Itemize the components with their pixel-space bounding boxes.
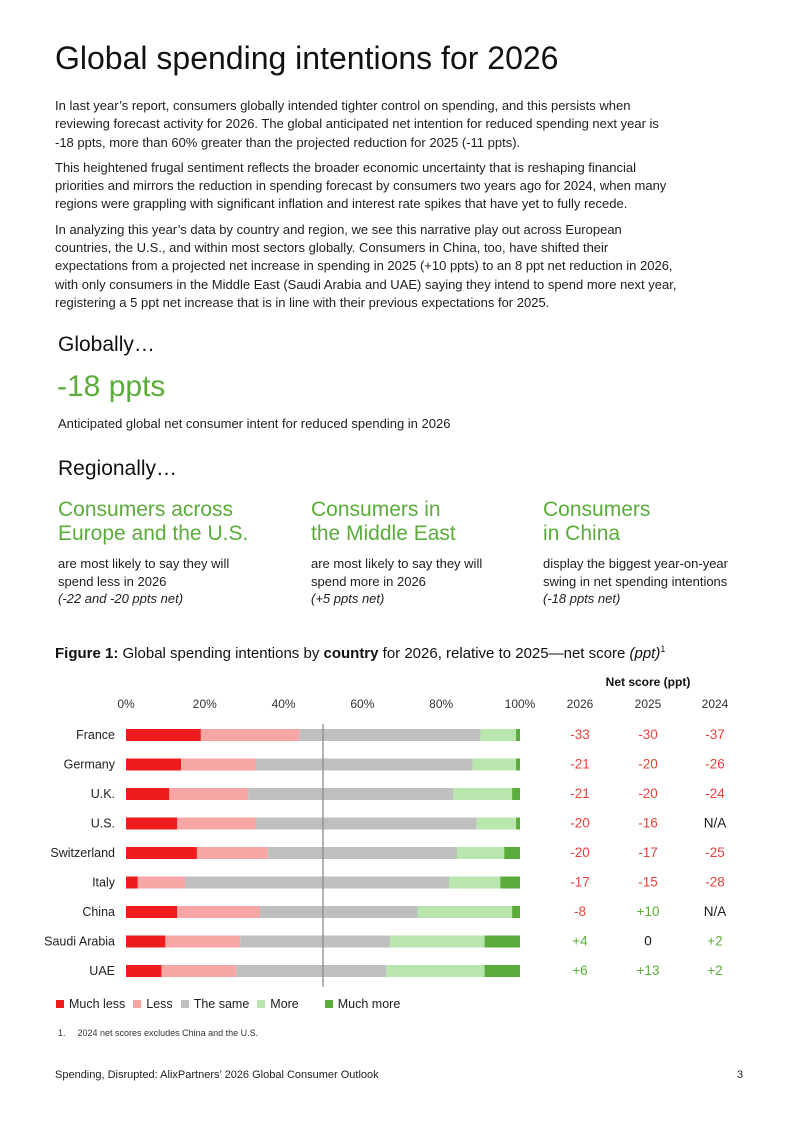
bar-segment [457, 847, 504, 859]
net-score-value: -17 [570, 874, 590, 890]
globally-heading: Globally… [58, 333, 155, 356]
net-score-value: +2 [707, 963, 723, 978]
net-score-value: -24 [705, 786, 725, 801]
page-number: 3 [737, 1069, 744, 1081]
net-score-value: +13 [636, 963, 660, 978]
net-score-column-header: 2025 [634, 697, 662, 711]
global-net-caption: Anticipated global net consumer intent for reduced spending in 2026 [58, 416, 451, 431]
legend-item [325, 997, 401, 1011]
region-heading: Consumers in China [543, 498, 651, 545]
paragraph: This heightened frugal sentiment reflects the broader economic uncertainty that is reshaping financial priorities and mirrors the reduction in spending forecast by consumers two years ago for 2024, when many regions were grappling with significant inflation and interest rate spikes that have yet to fully recede. [55, 159, 667, 212]
net-score-value: -20 [638, 786, 658, 801]
category-label: Switzerland [50, 846, 115, 860]
bar-segment [201, 729, 299, 741]
bar-segment [236, 965, 386, 977]
legend-swatch [56, 1000, 64, 1008]
bar-segment [256, 818, 477, 830]
net-score-value: -26 [705, 756, 725, 772]
legend-label: Much less [69, 997, 126, 1011]
bar-segment [126, 877, 138, 889]
intro-text [55, 97, 680, 319]
bar-segment [500, 877, 520, 889]
bar-segment [516, 759, 520, 771]
bar-segment [126, 906, 177, 918]
legend-item [257, 997, 298, 1011]
x-tick-label: 20% [192, 697, 217, 711]
bar-segment [126, 788, 169, 800]
bar-segment [181, 759, 256, 771]
category-label: UAE [89, 964, 115, 978]
bar-segment [177, 906, 260, 918]
region-heading: Consumers across Europe and the U.S. [58, 498, 249, 545]
net-score-value: -30 [638, 727, 658, 742]
page-footer: Spending, Disrupted: AlixPartners’ 2026 Global Consumer Outlook [55, 1069, 379, 1081]
region-text: are most likely to say they will spend less in 2026 [58, 556, 230, 589]
bar-segment [485, 936, 520, 948]
net-score-column-header: 2026 [566, 697, 594, 711]
bar-segment [386, 965, 485, 977]
net-score-header: Net score (ppt) [605, 675, 691, 689]
legend-item [181, 997, 250, 1011]
net-score-value: -25 [705, 845, 725, 860]
bar-segment [126, 818, 177, 830]
page-title: Global spending intentions for 2026 [55, 40, 559, 76]
category-label: China [82, 905, 115, 919]
bar-segment [516, 818, 520, 830]
legend-label: More [270, 997, 299, 1011]
bar-segment [138, 877, 185, 889]
net-score-column-header: 2024 [701, 697, 729, 711]
legend-swatch [133, 1000, 141, 1008]
bar-segment [512, 788, 520, 800]
net-score-value: +10 [636, 904, 660, 919]
net-score-value: -15 [638, 874, 658, 890]
paragraph: In analyzing this year’s data by country and region, we see this narrative play out across European countries, the U.S., and within most sectors globally. Consumers in China, too, have shifted their expectations from a projected net increase in spending in 2025 (+10 ppts) to an 8 ppt net reduction in 2026, with only consumers in the Middle East (Saudi Arabia and UAE) saying they intend to spend more next year, registering a 5 ppt net increase that is in line with their previous expectations for 2025. [55, 221, 677, 310]
x-tick-label: 0% [117, 697, 135, 711]
bar-segment [126, 759, 181, 771]
x-tick-label: 40% [271, 697, 296, 711]
bar-segment [126, 729, 201, 741]
net-score-value: N/A [703, 815, 727, 831]
bar-segment [449, 877, 500, 889]
bar-segment [299, 729, 480, 741]
bar-segment [126, 965, 161, 977]
bar-segment [260, 906, 418, 918]
bar-segment [165, 936, 240, 948]
net-score-value: +4 [572, 933, 588, 949]
net-score-value: -20 [570, 845, 590, 860]
net-score-value: -21 [570, 756, 590, 772]
region-note: (-18 ppts net) [543, 591, 621, 606]
bar-segment [169, 788, 248, 800]
net-score-value: -28 [705, 874, 725, 890]
category-label: U.K. [90, 787, 115, 801]
paragraph: In last year’s report, consumers globally intended tighter control on spending, and this persists when reviewing forecast activity for 2026. The global anticipated net intention for reduced spending next year is -18 ppts, more than 60% greater than the projected reduction for 2025 (-11 ppts). [55, 98, 659, 150]
figure-title: Figure 1: Global spending intentions by country for 2026, relative to 2025—net score (ppt)$^1$ [55, 644, 666, 662]
bar-segment [453, 788, 512, 800]
bar-segment [504, 847, 520, 859]
category-label: Saudi Arabia [44, 934, 115, 949]
region-column-china [543, 498, 763, 608]
bar-segment [126, 936, 165, 948]
net-score-value: -16 [638, 815, 658, 831]
bar-segment [473, 759, 516, 771]
chart-legend [56, 997, 408, 1011]
bar-segment [256, 759, 473, 771]
legend-swatch [325, 1000, 333, 1008]
bar-segment [516, 729, 520, 741]
net-score-value: -20 [638, 756, 658, 772]
region-heading: Consumers in the Middle East [311, 498, 456, 545]
x-tick-label: 80% [429, 697, 454, 711]
net-score-value: 0 [644, 933, 652, 949]
net-score-value: -17 [638, 845, 658, 860]
bar-segment [390, 936, 485, 948]
net-score-value: -33 [570, 727, 590, 742]
bar-segment [185, 877, 449, 889]
region-note: (-22 and -20 ppts net) [58, 591, 184, 606]
category-label: Italy [92, 875, 115, 890]
x-tick-label: 100% [504, 697, 536, 711]
bar-segment [240, 936, 390, 948]
legend-label: Less [146, 997, 173, 1011]
spending-intentions-chart [0, 670, 800, 995]
footnote: 1. 2024 net scores excludes China and the U.S. [58, 1028, 259, 1038]
legend-label: The same [193, 997, 250, 1011]
region-note: (+5 ppts net) [311, 591, 385, 606]
legend-item [133, 997, 172, 1011]
bar-segment [161, 965, 236, 977]
category-label: France [76, 728, 115, 742]
regionally-heading: Regionally… [58, 457, 178, 480]
net-score-value: -37 [705, 727, 725, 742]
x-tick-label: 60% [350, 697, 375, 711]
net-score-value: -8 [573, 904, 587, 919]
category-label: Germany [63, 757, 115, 772]
bar-segment [197, 847, 268, 859]
bar-segment [418, 906, 513, 918]
bar-segment [512, 906, 520, 918]
net-score-value: N/A [703, 904, 727, 919]
legend-swatch [181, 1000, 189, 1008]
bar-segment [177, 818, 256, 830]
global-net-value: -18 ppts [57, 370, 166, 403]
bar-segment [481, 729, 516, 741]
net-score-value: -20 [570, 815, 590, 831]
net-score-value: +6 [572, 963, 588, 978]
region-column-europe-us [58, 498, 278, 608]
region-text: display the biggest year-on-year swing in net spending intentions [543, 556, 728, 589]
net-score-value: +2 [707, 933, 723, 949]
legend-swatch [257, 1000, 265, 1008]
bar-segment [268, 847, 457, 859]
net-score-value: -21 [570, 786, 590, 801]
region-text: are most likely to say they will spend more in 2026 [311, 556, 483, 589]
legend-label: Much more [337, 997, 401, 1011]
region-column-middle-east [311, 498, 531, 608]
category-label: U.S. [90, 816, 115, 831]
bar-segment [126, 847, 197, 859]
bar-segment [248, 788, 453, 800]
legend-item [56, 997, 125, 1011]
bar-segment [485, 965, 520, 977]
bar-segment [477, 818, 516, 830]
